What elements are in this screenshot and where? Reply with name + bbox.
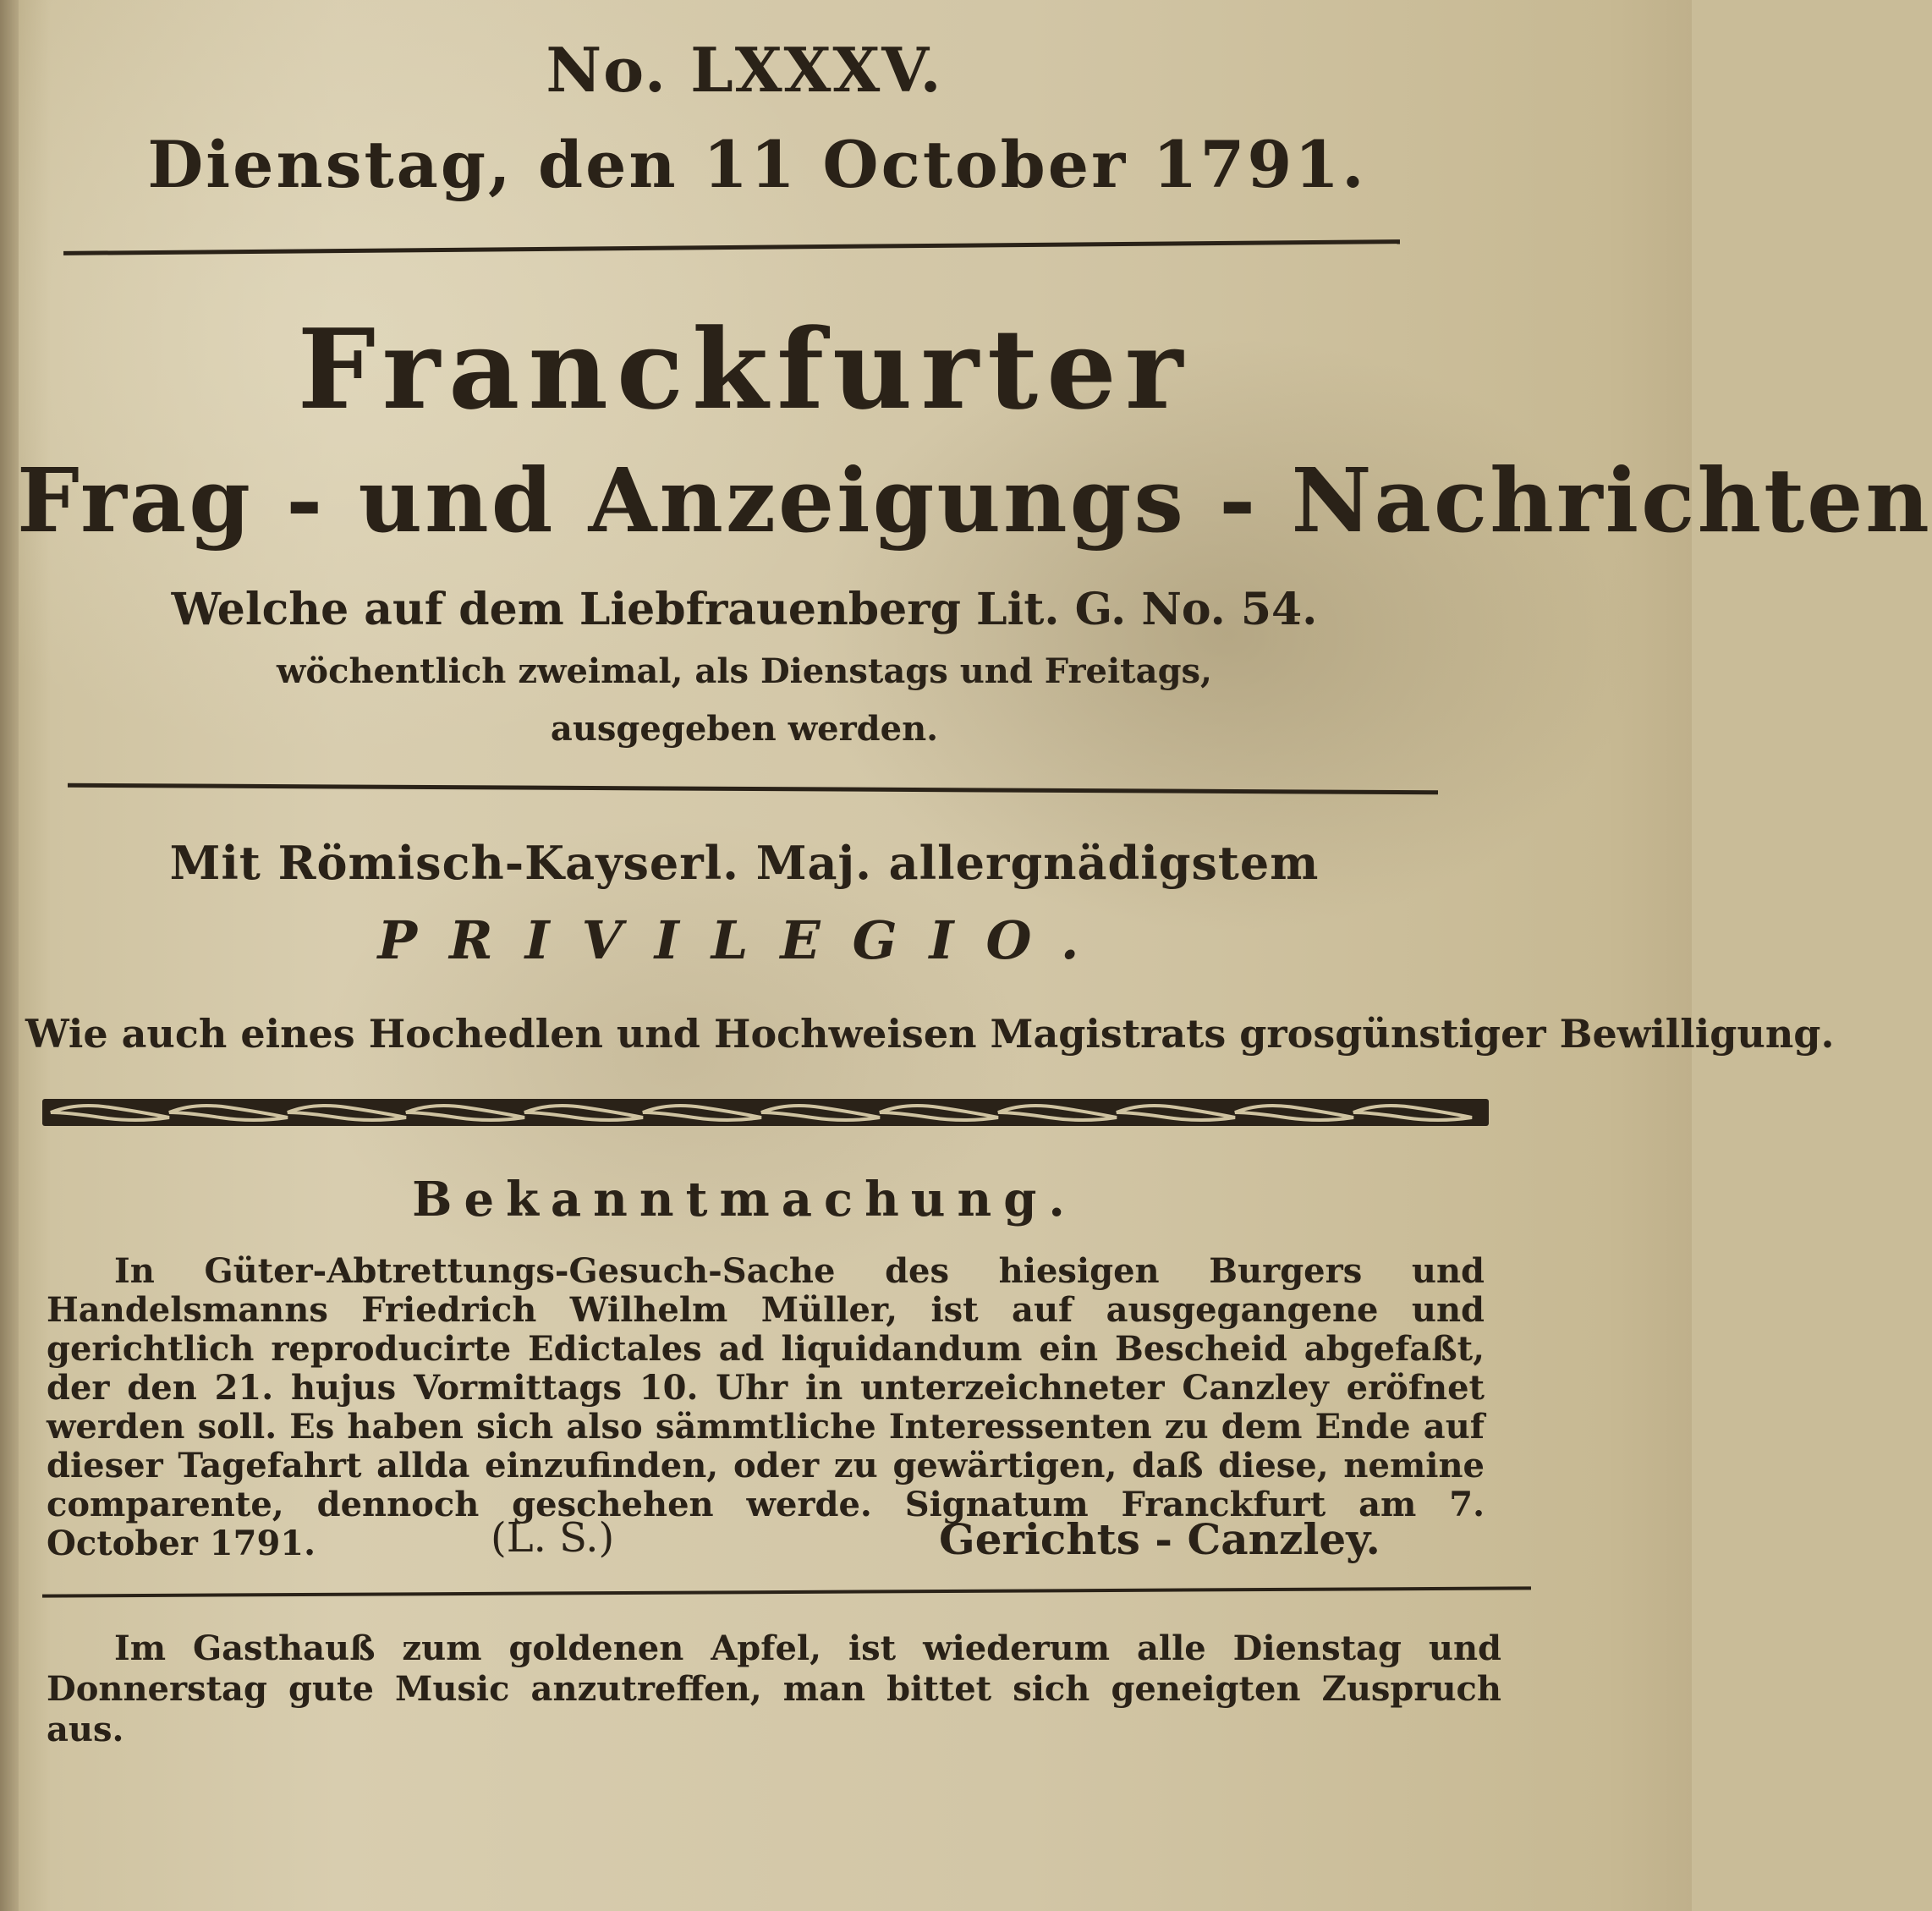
privilege-line-1: Mit Römisch-Kayserl. Maj. allergnädigstem (169, 836, 1320, 890)
advertisement-body: Im Gasthauß zum goldenen Apfel, ist wiederum alle Dienstag und Donnerstag gute Music anzutreffen, man bittet sich geneigten Zuspruch aus. (47, 1628, 1501, 1749)
privilege-line-2: PRIVILEGIO. (377, 909, 1111, 971)
newspaper-title-line-2: Frag - und Anzeigungs - Nachrichten (17, 448, 1932, 552)
announcement-signer: Gerichts - Canzley. (939, 1514, 1380, 1564)
privilege-line-3: Wie auch eines Hochedlen und Hochweisen Magistrats grosgünstiger Bewilligung. (25, 1011, 1835, 1057)
masthead-top-rule (63, 239, 1400, 255)
publication-schedule-line-end: ausgegeben werden. (550, 709, 939, 749)
issue-date: Dienstag, den 11 October 1791. (147, 127, 1367, 202)
issue-number: No. LXXXV. (546, 34, 943, 106)
masthead-bottom-rule (68, 783, 1438, 794)
section-divider-rule (42, 1586, 1531, 1597)
announcement-heading: Bekanntmachung. (412, 1172, 1077, 1227)
seal-mark: (L. S.) (491, 1514, 615, 1562)
newspaper-title-line-1: Franckfurter (297, 305, 1192, 434)
publication-schedule-line: wöchentlich zweimal, als Dienstags und Freitags, (277, 651, 1212, 691)
announcement-body: In Güter-Abtrettungs-Gesuch-Sache des hiesigen Burgers und Handelsmanns Friedrich Wilhelm Müller, ist auf ausgegangene und gerichtlich reproducirte Edictales ad liquidandum ein Bescheid abgefaßt, der den 21. hujus Vormittags 10. Uhr in unterzeichneter Canzley eröfnet werden soll. Es haben sich also sämmtliche Interessenten zu dem Ende auf dieser Tagefahrt allda einzufinden, oder zu gewärtigen, daß diese, nemine comparente, dennoch geschehen werde. Signatum Franckfurt am 7. October 1791. (47, 1251, 1485, 1563)
publisher-address-line: Welche auf dem Liebfrauenberg Lit. G. No. 54. (171, 584, 1318, 635)
decorative-chain-border (42, 1096, 1489, 1129)
